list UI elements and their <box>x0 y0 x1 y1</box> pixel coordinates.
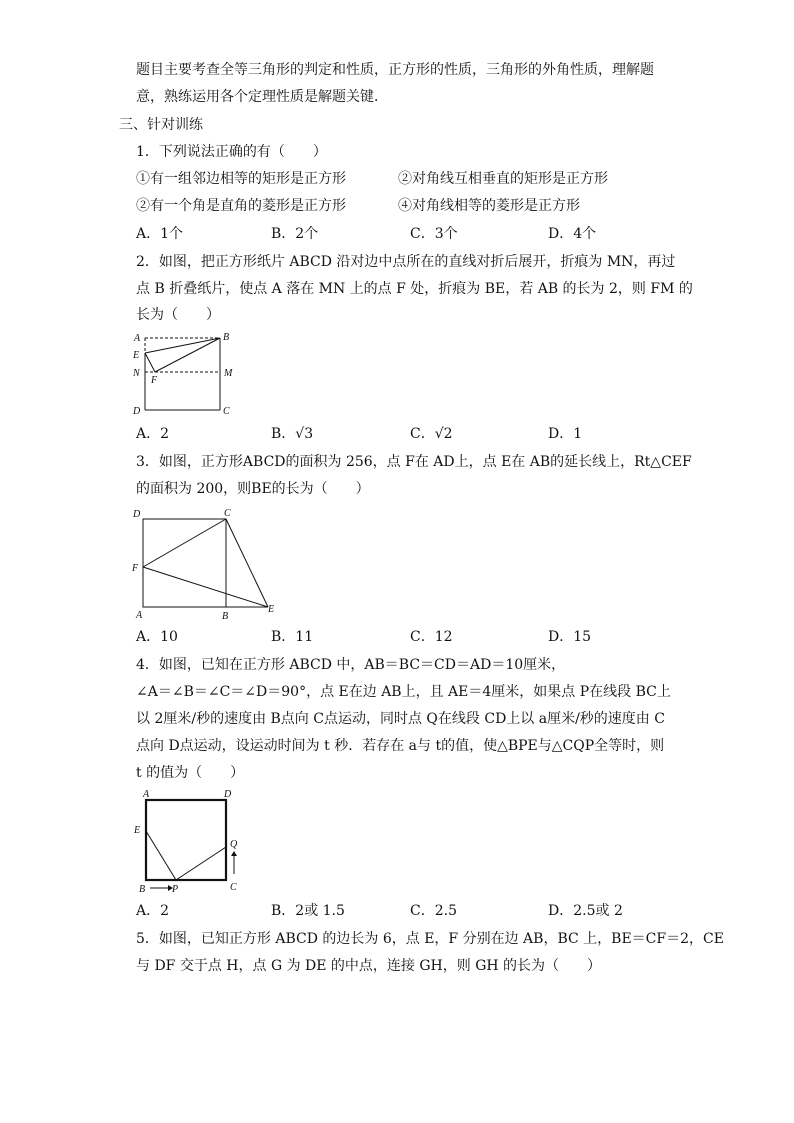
q4-label-b: B <box>139 884 146 895</box>
q5-line-1: 5．如图，已知正方形 ABCD 的边长为 6，点 E，F 分别在边 AB，BC 上，BE＝CF＝2，CE <box>136 931 724 947</box>
q2-crease-be <box>145 338 220 353</box>
q4-segment-pq <box>176 847 226 880</box>
q4-line-1: 4．如图，已知在正方形 ABCD 中，AB＝BC＝CD＝AD＝10厘米， <box>136 657 566 673</box>
intro-line-1: 题目主要考查全等三角形的判定和性质，正方形的性质，三角形的外角性质，理解题 <box>136 62 654 78</box>
q3-label-f: F <box>132 563 139 574</box>
q2-option-d: D．1 <box>548 426 583 442</box>
q4-option-a: A．2 <box>136 903 170 919</box>
q1-statement-2: ②对角线互相垂直的矩形是正方形 <box>398 171 608 187</box>
q2-label-d: D <box>133 406 141 417</box>
q1-stem: 1．下列说法正确的有（ ） <box>136 144 327 160</box>
q2-segment-fb <box>155 338 220 372</box>
q4-arrow-cq-head <box>231 851 237 856</box>
section-title: 三、针对训练 <box>119 117 203 133</box>
q4-line-3: 以 2厘米/秒的速度由 B点向 C点运动，同时点 Q在线段 CD上以 a厘米/秒的速度由 C <box>136 711 665 727</box>
q4-option-c: C．2.5 <box>410 903 457 919</box>
q3-line-2: 的面积为 200，则BE的长为（ ） <box>136 481 370 497</box>
q2-label-a: A <box>134 333 141 344</box>
q4-label-p: P <box>172 884 179 895</box>
q2-segment-ef <box>145 353 155 372</box>
q3-label-c: C <box>224 508 231 519</box>
q3-line-1: 3．如图，正方形ABCD的面积为 256，点 F在 AD上，点 E在 AB的延长线上，Rt△CEF <box>136 454 692 470</box>
q2-label-n: N <box>133 368 140 379</box>
q3-segment-fe <box>143 567 268 607</box>
q4-line-5: t 的值为（ ） <box>136 765 245 781</box>
q2-figure <box>128 328 238 420</box>
q3-segment-ce <box>226 519 268 607</box>
q1-statement-1: ①有一组邻边相等的矩形是正方形 <box>136 171 346 187</box>
q3-option-a: A．10 <box>136 629 178 645</box>
q4-label-c: C <box>230 882 237 893</box>
q2-line-3: 长为（ ） <box>136 307 220 323</box>
q2-option-c: C．√2 <box>410 426 453 442</box>
q4-option-b: B．2或 1.5 <box>271 903 345 919</box>
q1-option-b: B．2个 <box>271 226 319 242</box>
q1-statement-4: ④对角线相等的菱形是正方形 <box>398 198 580 214</box>
q4-square-abcd <box>146 800 226 880</box>
q1-option-d: D．4个 <box>548 226 597 242</box>
q3-option-b: B．11 <box>271 629 314 645</box>
q3-label-e: E <box>268 604 275 615</box>
q2-line-2: 点 B 折叠纸片，使点 A 落在 MN 上的点 F 处，折痕为 BE，若 AB 的长为 2，则 FM 的 <box>136 281 693 297</box>
q3-segment-fc <box>143 519 226 567</box>
q3-figure <box>128 504 288 624</box>
q4-label-a: A <box>143 789 150 800</box>
q2-option-a: A．2 <box>136 426 170 442</box>
q4-line-2: ∠A＝∠B＝∠C＝∠D＝90°，点 E在边 AB上，且 AE＝4厘米，如果点 P在线段 BC上 <box>136 684 671 700</box>
q1-statement-3: ②有一个角是直角的菱形是正方形 <box>136 198 346 214</box>
q3-square-abcd <box>143 519 226 607</box>
q2-label-m: M <box>224 368 233 379</box>
q1-option-a: A．1个 <box>136 226 184 242</box>
q4-segment-ep <box>146 831 176 880</box>
q3-option-c: C．12 <box>410 629 453 645</box>
q4-line-4: 点向 D点运动，设运动时间为 t 秒．若存在 a与 t的值，使△BPE与△CQP全等时，则 <box>136 738 665 754</box>
q3-label-d: D <box>133 509 141 520</box>
q4-label-e: E <box>134 825 141 836</box>
q2-label-f: F <box>151 375 158 386</box>
q3-option-d: D．15 <box>548 629 592 645</box>
q2-label-b: B <box>223 332 230 343</box>
q2-line-1: 2．如图，把正方形纸片 ABCD 沿对边中点所在的直线对折后展开，折痕为 MN，再过 <box>136 254 676 270</box>
q2-option-b: B．√3 <box>271 426 314 442</box>
q5-line-2: 与 DF 交于点 H，点 G 为 DE 的中点，连接 GH，则 GH 的长为（ ） <box>136 958 602 974</box>
q4-label-d: D <box>224 789 232 800</box>
q4-option-d: D．2.5或 2 <box>548 903 623 919</box>
q3-label-b: B <box>222 611 229 622</box>
intro-line-2: 意，熟练运用各个定理性质是解题关键． <box>136 89 388 105</box>
q3-label-a: A <box>136 610 143 621</box>
q1-option-c: C．3个 <box>410 226 458 242</box>
q2-label-c: C <box>223 406 230 417</box>
q4-label-q: Q <box>230 839 238 850</box>
q4-figure <box>130 786 250 896</box>
q2-label-e: E <box>133 350 140 361</box>
